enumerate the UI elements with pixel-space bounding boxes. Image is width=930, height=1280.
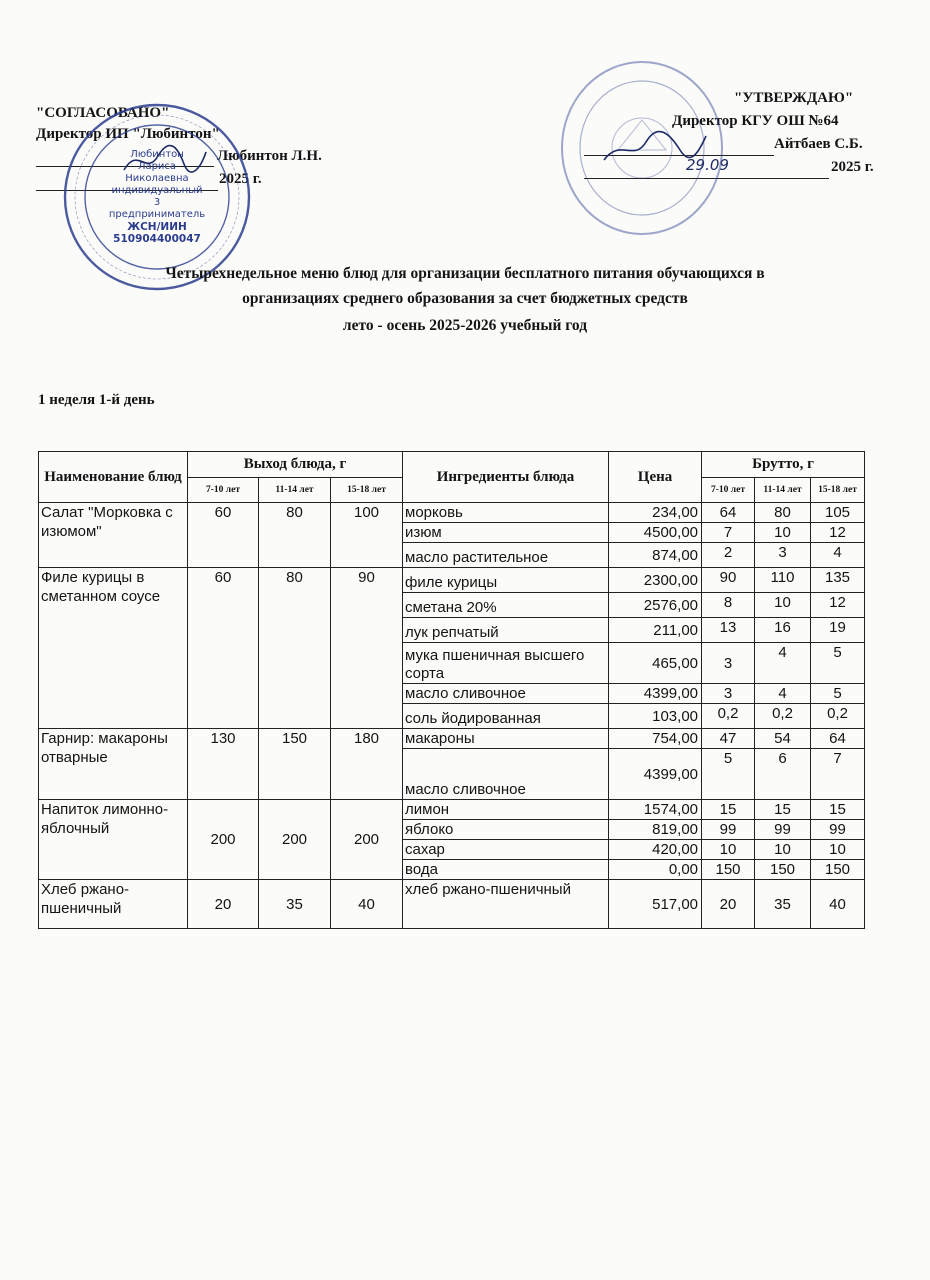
gross-11-14: 15 xyxy=(755,800,811,820)
approval-right-name: Айтбаев С.Б. xyxy=(774,136,863,152)
document-title-line3: лето - осень 2025-2026 учебный год xyxy=(342,317,588,334)
gross-11-14: 6 xyxy=(755,749,811,800)
gross-7-10: 150 xyxy=(702,860,755,880)
gross-11-14: 10 xyxy=(755,523,811,543)
gross-15-18: 7 xyxy=(811,749,865,800)
gross-15-18: 12 xyxy=(811,593,865,618)
header-output-age-7-10: 7-10 лет xyxy=(188,478,259,503)
header-gross-age-7-10: 7-10 лет xyxy=(702,478,755,503)
header-output: Выход блюда, г xyxy=(188,452,403,478)
dish-output-7-10: 20 xyxy=(188,880,259,929)
ingredient-name: хлеб ржано-пшеничный xyxy=(403,880,609,929)
stamp-line: Николаевна xyxy=(125,173,189,184)
ingredient-name: филе курицы xyxy=(403,568,609,593)
gross-7-10: 13 xyxy=(702,618,755,643)
table-row xyxy=(39,729,865,749)
approval-right-position: Директор КГУ ОШ №64 xyxy=(672,113,839,129)
dish-output-11-14: 35 xyxy=(259,880,331,929)
ingredient-price: 517,00 xyxy=(609,880,702,929)
week-day-label: 1 неделя 1-й день xyxy=(38,392,155,408)
stamp-line: индивидуальный xyxy=(111,185,203,196)
dish-name: Филе курицы в сметанном соусе xyxy=(39,568,188,729)
header-gross-age-15-18: 15-18 лет xyxy=(811,478,865,503)
stamp-line: 3 xyxy=(153,197,161,208)
gross-7-10: 5 xyxy=(702,749,755,800)
header-price: Цена xyxy=(609,452,702,503)
dish-output-7-10: 200 xyxy=(188,800,259,880)
ingredient-price: 420,00 xyxy=(609,840,702,860)
gross-15-18: 135 xyxy=(811,568,865,593)
document-title-line1: Четырехнедельное меню блюд для организации бесплатного питания обучающихся в xyxy=(165,265,765,282)
stamp-line: Любинтон xyxy=(130,149,184,160)
dish-output-7-10: 60 xyxy=(188,568,259,729)
stamp-line: 510904400047 xyxy=(113,233,201,245)
gross-15-18: 99 xyxy=(811,820,865,840)
gross-15-18: 19 xyxy=(811,618,865,643)
table-row xyxy=(39,503,865,523)
dish-output-15-18: 90 xyxy=(331,568,403,729)
ingredient-price: 103,00 xyxy=(609,704,702,729)
dish-output-11-14: 200 xyxy=(259,800,331,880)
table-row xyxy=(39,568,865,593)
left-signature xyxy=(120,140,210,180)
ingredient-name: макароны xyxy=(403,729,609,749)
ingredient-price: 4500,00 xyxy=(609,523,702,543)
gross-15-18: 105 xyxy=(811,503,865,523)
ingredient-price: 211,00 xyxy=(609,618,702,643)
ingredient-price: 874,00 xyxy=(609,543,702,568)
ingredient-price: 4399,00 xyxy=(609,684,702,704)
gross-11-14: 0,2 xyxy=(755,704,811,729)
ingredient-price: 819,00 xyxy=(609,820,702,840)
dish-output-11-14: 80 xyxy=(259,503,331,568)
dish-output-15-18: 200 xyxy=(331,800,403,880)
gross-11-14: 35 xyxy=(755,880,811,929)
ingredient-price: 1574,00 xyxy=(609,800,702,820)
gross-15-18: 40 xyxy=(811,880,865,929)
approval-right-title: "УТВЕРЖДАЮ" xyxy=(734,90,854,106)
header-ingredients: Ингредиенты блюда xyxy=(403,452,609,503)
ingredient-name: морковь xyxy=(403,503,609,523)
gross-7-10: 7 xyxy=(702,523,755,543)
dish-name: Хлеб ржано-пшеничный xyxy=(39,880,188,929)
gross-7-10: 15 xyxy=(702,800,755,820)
dish-output-7-10: 60 xyxy=(188,503,259,568)
gross-15-18: 4 xyxy=(811,543,865,568)
gross-15-18: 5 xyxy=(811,643,865,684)
ingredient-name: лук репчатый xyxy=(403,618,609,643)
gross-11-14: 150 xyxy=(755,860,811,880)
approval-left-name: Любинтон Л.Н. xyxy=(217,148,322,164)
stamp-line: ЖСН/ИИН xyxy=(127,221,187,233)
gross-7-10: 47 xyxy=(702,729,755,749)
ingredient-price: 2576,00 xyxy=(609,593,702,618)
gross-7-10: 64 xyxy=(702,503,755,523)
ingredient-price: 4399,00 xyxy=(609,749,702,800)
gross-7-10: 2 xyxy=(702,543,755,568)
document-title-line2: организациях среднего образования за счет бюджетных средств xyxy=(242,290,688,307)
gross-11-14: 110 xyxy=(755,568,811,593)
ingredient-name: масло сливочное xyxy=(403,749,609,800)
approval-right-date: 2025 г. xyxy=(831,159,874,175)
dish-output-11-14: 150 xyxy=(259,729,331,800)
gross-11-14: 4 xyxy=(755,684,811,704)
gross-11-14: 3 xyxy=(755,543,811,568)
gross-15-18: 5 xyxy=(811,684,865,704)
dish-output-15-18: 180 xyxy=(331,729,403,800)
ingredient-name: масло растительное xyxy=(403,543,609,568)
dish-output-11-14: 80 xyxy=(259,568,331,729)
approval-right-handwritten-date: 29.09 xyxy=(686,156,729,174)
gross-11-14: 16 xyxy=(755,618,811,643)
dish-output-7-10: 130 xyxy=(188,729,259,800)
gross-7-10: 99 xyxy=(702,820,755,840)
approval-left-date: 2025 г. xyxy=(219,171,262,187)
header-output-age-11-14: 11-14 лет xyxy=(259,478,331,503)
gross-15-18: 0,2 xyxy=(811,704,865,729)
gross-15-18: 64 xyxy=(811,729,865,749)
gross-7-10: 0,2 xyxy=(702,704,755,729)
header-output-age-15-18: 15-18 лет xyxy=(331,478,403,503)
ingredient-name: сахар xyxy=(403,840,609,860)
ingredient-name: вода xyxy=(403,860,609,880)
ingredient-name: масло сливочное xyxy=(403,684,609,704)
ingredient-price: 2300,00 xyxy=(609,568,702,593)
ingredient-name: соль йодированная xyxy=(403,704,609,729)
gross-11-14: 10 xyxy=(755,593,811,618)
stamp-line: предприниматель xyxy=(108,209,206,220)
ingredient-name: лимон xyxy=(403,800,609,820)
gross-11-14: 54 xyxy=(755,729,811,749)
gross-7-10: 10 xyxy=(702,840,755,860)
gross-7-10: 90 xyxy=(702,568,755,593)
gross-11-14: 80 xyxy=(755,503,811,523)
dish-name: Салат "Морковка с изюмом" xyxy=(39,503,188,568)
ingredient-price: 234,00 xyxy=(609,503,702,523)
gross-15-18: 150 xyxy=(811,860,865,880)
ingredient-name: яблоко xyxy=(403,820,609,840)
gross-11-14: 4 xyxy=(755,643,811,684)
gross-7-10: 3 xyxy=(702,684,755,704)
gross-7-10: 8 xyxy=(702,593,755,618)
ingredient-name: изюм xyxy=(403,523,609,543)
dish-output-15-18: 40 xyxy=(331,880,403,929)
gross-15-18: 15 xyxy=(811,800,865,820)
table-row xyxy=(39,800,865,820)
ingredient-name: мука пшеничная высшего сорта xyxy=(403,643,609,684)
dish-name: Гарнир: макароны отварные xyxy=(39,729,188,800)
table-row xyxy=(39,880,865,929)
ingredient-price: 754,00 xyxy=(609,729,702,749)
header-dish-name: Наименование блюд xyxy=(39,452,188,503)
gross-7-10: 20 xyxy=(702,880,755,929)
dish-output-15-18: 100 xyxy=(331,503,403,568)
approval-left-title: "СОГЛАСОВАНО" xyxy=(36,105,170,121)
gross-7-10: 3 xyxy=(702,643,755,684)
header-gross-age-11-14: 11-14 лет xyxy=(755,478,811,503)
dish-name: Напиток лимонно-яблочный xyxy=(39,800,188,880)
gross-15-18: 12 xyxy=(811,523,865,543)
ingredient-price: 0,00 xyxy=(609,860,702,880)
gross-11-14: 99 xyxy=(755,820,811,840)
ingredient-price: 465,00 xyxy=(609,643,702,684)
gross-11-14: 10 xyxy=(755,840,811,860)
right-signature xyxy=(600,128,710,168)
ingredient-name: сметана 20% xyxy=(403,593,609,618)
gross-15-18: 10 xyxy=(811,840,865,860)
stamp-line: Лариса xyxy=(137,161,177,172)
approval-left-position: Директор ИП "Любинтон" xyxy=(36,126,220,142)
header-gross: Брутто, г xyxy=(702,452,865,478)
menu-table xyxy=(38,451,865,929)
